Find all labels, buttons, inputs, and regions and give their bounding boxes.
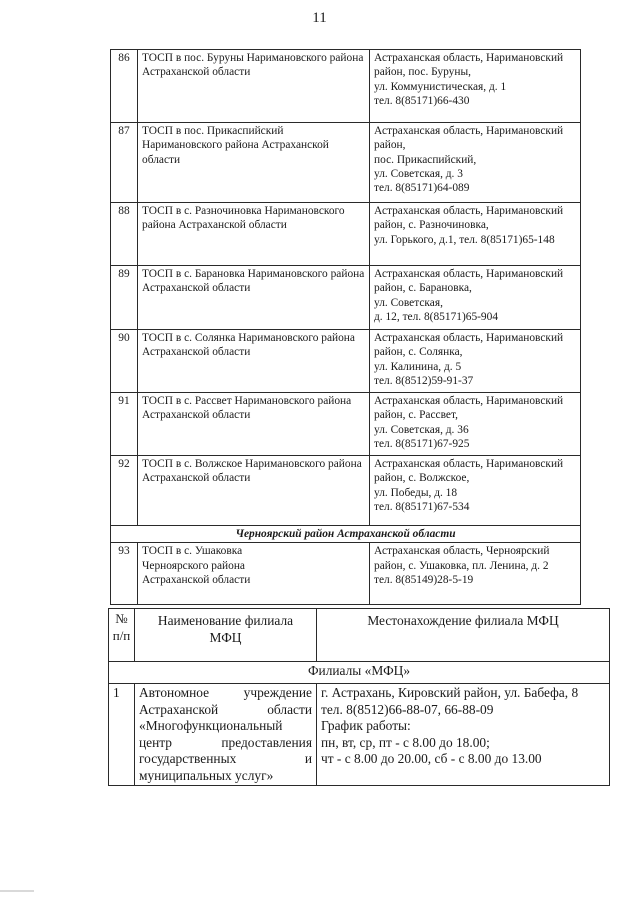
row-number: 1 xyxy=(109,684,135,786)
branch-address: Астраханская область, Наримановский район, пос. Прикаспийский, ул. Советская, д. 3 тел. 8(85171)64-089 xyxy=(370,123,581,203)
column-header-location: Местонахождение филиала МФЦ xyxy=(317,609,610,662)
branch-name: ТОСП в с. Разночиновка Наримановского района Астраханской области xyxy=(138,203,370,266)
row-number: 86 xyxy=(111,50,138,123)
table-row xyxy=(111,50,581,123)
branch-address: Астраханская область, Наримановский район, с. Волжское, ул. Победы, д. 18 тел. 8(85171)67-534 xyxy=(370,456,581,526)
branch-address: Астраханская область, Наримановский район, с. Солянка, ул. Калинина, д. 5 тел. 8(8512)59-91-37 xyxy=(370,330,581,393)
group-header-row xyxy=(109,662,610,684)
table-row xyxy=(111,123,581,203)
table-row xyxy=(109,684,610,786)
branch-name: ТОСП в с. Солянка Наримановского района Астраханской области xyxy=(138,330,370,393)
district-header-row xyxy=(111,526,581,543)
district-header: Черноярский район Астраханской области xyxy=(111,526,581,543)
table-row xyxy=(111,266,581,330)
row-number: 93 xyxy=(111,543,138,605)
branch-address: Астраханская область, Наримановский район, с. Барановка, ул. Советская, д. 12, тел. 8(85171)65-904 xyxy=(370,266,581,330)
branch-address: Астраханская область, Наримановский район, пос. Буруны, ул. Коммунистическая, д. 1 тел. 8(85171)66-430 xyxy=(370,50,581,123)
row-number: 91 xyxy=(111,393,138,456)
branch-name: ТОСП в пос. Прикаспийский Наримановского района Астраханской области xyxy=(138,123,370,203)
header-row xyxy=(109,609,610,662)
table-row xyxy=(111,203,581,266)
table-row xyxy=(111,543,581,605)
group-header: Филиалы «МФЦ» xyxy=(109,662,610,684)
page-number: 11 xyxy=(312,10,327,26)
row-number: 89 xyxy=(111,266,138,330)
branch-address: Астраханская область, Черноярский район, с. Ушаковка, пл. Ленина, д. 2 тел. 8(85149)28-5-19 xyxy=(370,543,581,605)
branch-address: Астраханская область, Наримановский район, с. Разночиновка, ул. Горького, д.1, тел. 8(85171)65-148 xyxy=(370,203,581,266)
branch-name: Автономное учреждение Астраханской области «Многофункциональный центр предоставления государственных и муниципальных услуг» xyxy=(135,684,317,786)
branches-table-continued xyxy=(110,49,581,605)
branch-name: ТОСП в с. Волжское Наримановского района Астраханской области xyxy=(138,456,370,526)
branch-name: ТОСП в пос. Буруны Наримановского района Астраханской области xyxy=(138,50,370,123)
column-header-num: № п/п xyxy=(109,609,135,662)
branch-name: ТОСП в с. Ушаковка Черноярского района Астраханской области xyxy=(138,543,370,605)
row-number: 87 xyxy=(111,123,138,203)
branch-name: ТОСП в с. Барановка Наримановского района Астраханской области xyxy=(138,266,370,330)
table-row xyxy=(111,456,581,526)
scan-edge-mark xyxy=(0,890,34,892)
column-header-name: Наименование филиала МФЦ xyxy=(135,609,317,662)
table-row xyxy=(111,393,581,456)
branch-address: Астраханская область, Наримановский район, с. Рассвет, ул. Советская, д. 36 тел. 8(85171)67-925 xyxy=(370,393,581,456)
branch-name: ТОСП в с. Рассвет Наримановского района Астраханской области xyxy=(138,393,370,456)
row-number: 88 xyxy=(111,203,138,266)
row-number: 92 xyxy=(111,456,138,526)
branch-location: г. Астрахань, Кировский район, ул. Бабефа, 8 тел. 8(8512)66-88-07, 66-88-09 График работы: пн, вт, ср, пт - с 8.00 до 18.00; чт - с 8.00 до 20.00, сб - с 8.00 до 13.00 xyxy=(317,684,610,786)
mfc-branches-table xyxy=(108,608,610,786)
row-number: 90 xyxy=(111,330,138,393)
table-row xyxy=(111,330,581,393)
